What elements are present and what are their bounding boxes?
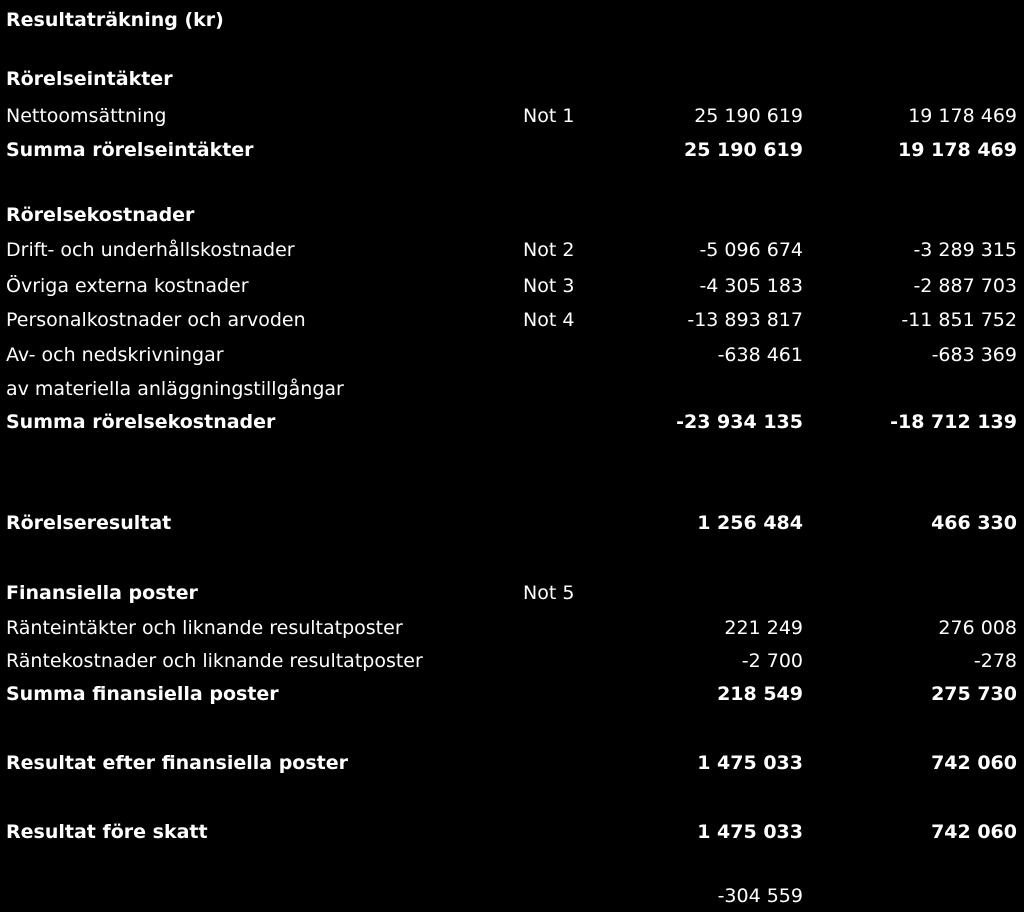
table-row-total (0, 406, 1024, 438)
row-current-value: 25 190 619 (694, 105, 803, 127)
row-current-value: -304 559 (717, 885, 803, 907)
table-row-continuation (0, 373, 1024, 405)
table-row-result (0, 816, 1024, 848)
table-row (0, 270, 1024, 302)
row-label: Summa finansiella poster (6, 683, 279, 705)
table-row-result (0, 507, 1024, 539)
row-current-value: 1 256 484 (697, 512, 803, 534)
row-previous-value: 19 178 469 (908, 105, 1017, 127)
row-note: Not 2 (523, 239, 575, 261)
row-previous-value: -2 887 703 (913, 275, 1017, 297)
row-previous-value: -18 712 139 (890, 411, 1017, 433)
row-label: Räntekostnader och liknande resultatposter (6, 650, 423, 672)
row-note: Not 1 (523, 105, 575, 127)
row-label: Drift- och underhållskostnader (6, 239, 295, 261)
row-current-value: -2 700 (741, 650, 803, 672)
table-row (0, 645, 1024, 677)
row-label: Summa rörelsekostnader (6, 411, 276, 433)
row-current-value: -5 096 674 (699, 239, 803, 261)
table-row-total (0, 678, 1024, 710)
section-heading-operating-expenses (0, 199, 1024, 231)
row-previous-value: -11 851 752 (901, 309, 1017, 331)
row-previous-value: 19 178 469 (898, 139, 1017, 161)
row-current-value: -638 461 (717, 344, 803, 366)
row-current-value: 218 549 (717, 683, 803, 705)
row-current-value: 221 249 (724, 617, 803, 639)
row-current-value: 1 475 033 (697, 821, 803, 843)
row-note: Not 5 (523, 582, 575, 604)
table-row (0, 339, 1024, 371)
row-previous-value: -278 (973, 650, 1017, 672)
document-title: Resultaträkning (kr) (6, 9, 224, 31)
row-label: av materiella anläggningstillgångar (6, 378, 344, 400)
row-label: Rörelseintäkter (6, 68, 173, 90)
row-label: Övriga externa kostnader (6, 275, 249, 297)
row-label: Resultat efter finansiella poster (6, 752, 348, 774)
row-label: Summa rörelseintäkter (6, 139, 254, 161)
section-heading-operating-income (0, 63, 1024, 95)
table-row (0, 234, 1024, 266)
table-row (0, 880, 1024, 912)
row-previous-value: 275 730 (931, 683, 1017, 705)
row-current-value: -23 934 135 (676, 411, 803, 433)
row-previous-value: 276 008 (938, 617, 1017, 639)
row-previous-value: 742 060 (931, 752, 1017, 774)
section-heading-financial-items (0, 577, 1024, 609)
row-label: Ränteintäkter och liknande resultatposter (6, 617, 403, 639)
table-row (0, 612, 1024, 644)
row-previous-value: 742 060 (931, 821, 1017, 843)
row-label: Personalkostnader och arvoden (6, 309, 306, 331)
row-label: Rörelseresultat (6, 512, 172, 534)
row-note: Not 3 (523, 275, 575, 297)
table-row-result (0, 747, 1024, 779)
row-previous-value: 466 330 (931, 512, 1017, 534)
row-note: Not 4 (523, 309, 575, 331)
row-current-value: 25 190 619 (684, 139, 803, 161)
table-row-total (0, 134, 1024, 166)
table-row (0, 100, 1024, 132)
row-label: Resultat före skatt (6, 821, 208, 843)
row-current-value: -13 893 817 (687, 309, 803, 331)
table-row (0, 304, 1024, 336)
row-label: Nettoomsättning (6, 105, 167, 127)
row-label: Av- och nedskrivningar (6, 344, 224, 366)
row-current-value: -4 305 183 (699, 275, 803, 297)
row-label: Finansiella poster (6, 582, 198, 604)
row-previous-value: -683 369 (931, 344, 1017, 366)
row-current-value: 1 475 033 (697, 752, 803, 774)
row-previous-value: -3 289 315 (913, 239, 1017, 261)
row-label: Rörelsekostnader (6, 204, 195, 226)
